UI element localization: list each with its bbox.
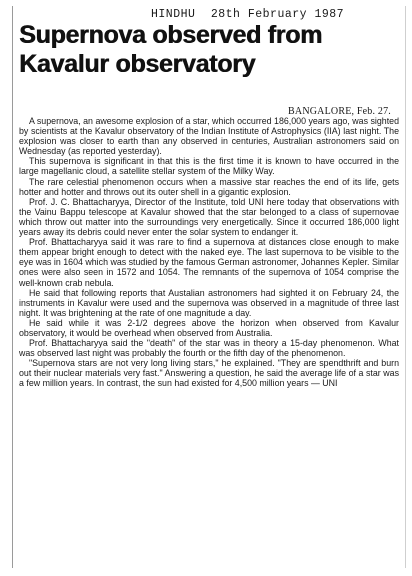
publication-date: 28th February 1987 — [210, 8, 345, 21]
newspaper-clipping — [12, 6, 406, 568]
headline-line-2: Kavalur observatory — [19, 50, 256, 78]
headline-line-1: Supernova observed from — [19, 21, 322, 49]
headline — [19, 21, 322, 79]
paragraph: A supernova, an awesome explosion of a star, which occurred 186,000 years ago, was sighted by scientists at the Kavalur observatory of the Indian Institute of Astrophysics (IIA) last night. The explosion was closer to earth than any observed in centuries, Australian astronomers said on Wednesday (as reported yesterday). — [19, 116, 399, 157]
paragraph: Prof. Bhattacharyya said it was rare to find a supernova at distances close enough to make them appear bright enough to detect with the naked eye. The last supernova to be visible to the eye was in 1604 which was studied by the famous German astronomer, Johannes Kepler. Similar ones were also seen in 1572 and 1054. The remnants of the supernova of 1054 comprise the well-known crab nebula. — [19, 237, 399, 288]
paragraph: The rare celestial phenomenon occurs when a massive star reaches the end of its life, gets hotter and hotter and throws out its outer shell in a gigantic explosion. — [19, 176, 399, 197]
byline: BANGALORE, Feb. 27. — [288, 106, 391, 117]
paragraph: Prof. Bhattacharyya said the "death" of the star was in theory a 15-day phenomenon. What was observed last night was probably the fourth or the fifth day of the phenomenon. — [19, 338, 399, 359]
paragraph: He said that following reports that Austalian astronomers had sighted it on February 24, the instruments in Kavalur were used and the supernova was observed in a magnitude of three last night. It was brightening at the rate of one magnitude a day. — [19, 287, 399, 318]
article-body — [19, 116, 399, 389]
paper-name: HINDHU — [151, 8, 196, 21]
paragraph: This supernova is significant in that this is the first time it is known to have occurred in the large magellanic cloud, a satellite stellar system of the Milky Way. — [19, 156, 399, 177]
paragraph: He said while it was 2-1/2 degrees above the horizon when observed from Kavalur observatory, it would be overhead when observed from Australia. — [19, 317, 399, 338]
paragraph: Prof. J. C. Bhattacharyya, Director of the Institute, told UNI here today that observations with the Vainu Bappu telescope at Kavalur showed that the star belonged to a class of supernovae which throw out matter into the surroundings very energetically. Since it occurred 186,000 light years away its debris could never enter the solar system to endanger it. — [19, 196, 399, 238]
paragraph: "Supernova stars are not very long living stars," he explained. "They are spendthrift and burn out their nuclear materials very fast." Answering a question, he said the average life of a star was a few million years. In contrast, the sun had existed for 4,500 million years — UNI — [19, 358, 399, 389]
dateline — [151, 8, 352, 21]
